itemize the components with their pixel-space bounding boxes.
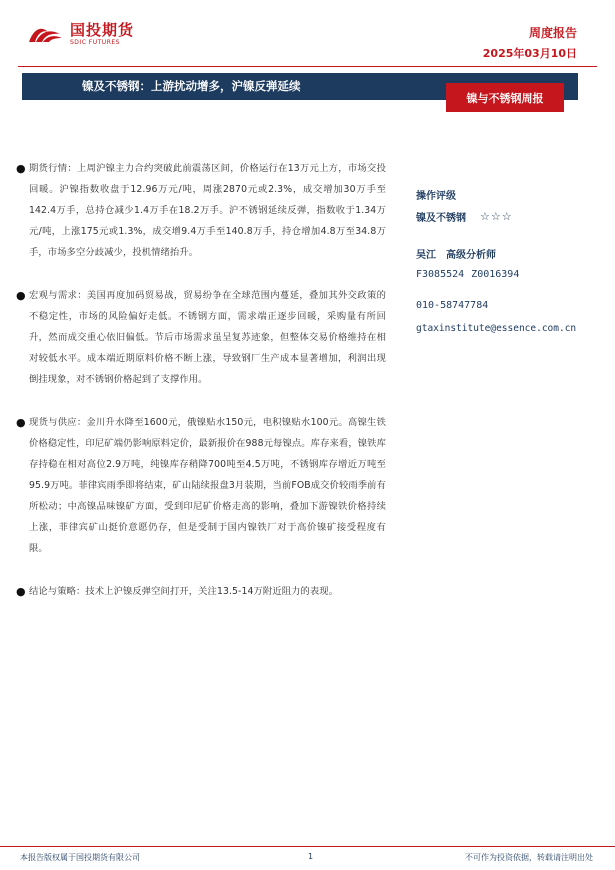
bullet-icon: ● <box>16 289 26 302</box>
bullet-icon: ● <box>16 162 26 175</box>
header-divider <box>18 66 597 67</box>
disclaimer: 不可作为投资依据，转载请注明出处 <box>465 853 593 862</box>
rating-stars-icon: ☆☆☆ <box>480 210 513 223</box>
rating-row <box>416 209 606 224</box>
company-logo-icon <box>26 22 64 46</box>
analyst-name: 吴江 <box>416 250 436 261</box>
rating-label: 镍及不锈钢 <box>416 213 466 224</box>
certificate-number: F3085524 <box>416 269 465 280</box>
analyst-title: 高级分析师 <box>446 250 496 261</box>
analyst-certificates <box>416 269 606 280</box>
certificate-number: Z0016394 <box>471 269 520 280</box>
paragraph-spot-supply <box>16 412 386 559</box>
paragraph-futures <box>16 158 386 263</box>
report-date: 2025年03月10日 <box>482 47 577 60</box>
paragraph-text: 现货与供应：金川升水降至1600元，俄镍贴水150元，电积镍贴水100元。高镍生铁价格稳定性，印尼矿端仍影响原料定价，最新报价在988元每镍点。库存来看，镍铁库存持稳在相对高位2.9万吨，纯镍库存稍降700吨至4.5万吨，不锈钢库存增近万吨至95.9万吨。菲律宾雨季即将结束，矿山陆续报盘3月装期，当前FOB成交价较雨季前有所松动；中高镍品味镍矿方面，受到印尼矿价格走高的影响，叠加下游镍铁价格持续上涨，菲律宾矿山挺价意愿仍存，但是受制于国内镍铁厂对于高价镍矿接受程度有限。 <box>29 417 386 554</box>
sidebar <box>416 187 606 334</box>
bullet-icon: ● <box>16 416 26 429</box>
analyst-email[interactable]: gtaxinstitute@essence.com.cn <box>416 323 577 334</box>
bullet-icon: ● <box>16 585 26 598</box>
series-tag: 镍与不锈钢周报 <box>446 83 564 112</box>
company-logo <box>26 22 134 46</box>
copyright-notice: 本报告版权属于国投期货有限公司 <box>20 853 140 862</box>
paragraph-text: 结论与策略：技术上沪镍反弹空间打开，关注13.5-14万附近阻力的表现。 <box>29 586 339 597</box>
footer-divider <box>0 846 615 847</box>
paragraph-conclusion <box>16 581 386 602</box>
logo-chinese-name: 国投期货 <box>70 20 135 39</box>
report-type: 周度报告 <box>528 26 577 40</box>
paragraph-text: 期货行情：上周沪镍主力合约突破此前震荡区间，价格运行在13万元上方，市场交投回暖。沪镍指数收盘于12.96万元/吨，周涨2870元或2.3%，成交增加30万手至142.4万手，总持仓减少1.4万手在18.2万手。沪不锈钢延续反弹，指数收于1.34万元/吨，上涨175元或1.3%，成交增9.4万手至140.8万手，持仓增加4.8万至34.8万手，市场多空分歧减少，投机情绪抬升。 <box>29 163 386 258</box>
page-number: 1 <box>308 852 314 861</box>
paragraph-macro <box>16 285 386 390</box>
logo-english-name: SDIC FUTURES <box>70 38 120 46</box>
paragraph-text: 宏观与需求：美国再度加码贸易战，贸易纷争在全球范围内蔓延，叠加其外交政策的不稳定性，市场的风险偏好走低。不锈钢方面，需求端正逐步回暖，采购量有所回升，然而成交重心依旧偏低。节后市场需求虽呈复苏迹象，但整体交易价格维持在相对较低水平。成本端近期原料价格不断上涨，导致钢厂生产成本显著增加，利润出现倒挂现象，对不锈钢价格起到了支撑作用。 <box>29 290 386 385</box>
report-title: 镍及不锈钢：上游扰动增多，沪镍反弹延续 <box>22 73 578 100</box>
main-content <box>16 158 386 624</box>
analyst-phone: 010-58747784 <box>416 300 489 311</box>
rating-title: 操作评级 <box>416 191 456 202</box>
analyst-info <box>416 246 606 261</box>
